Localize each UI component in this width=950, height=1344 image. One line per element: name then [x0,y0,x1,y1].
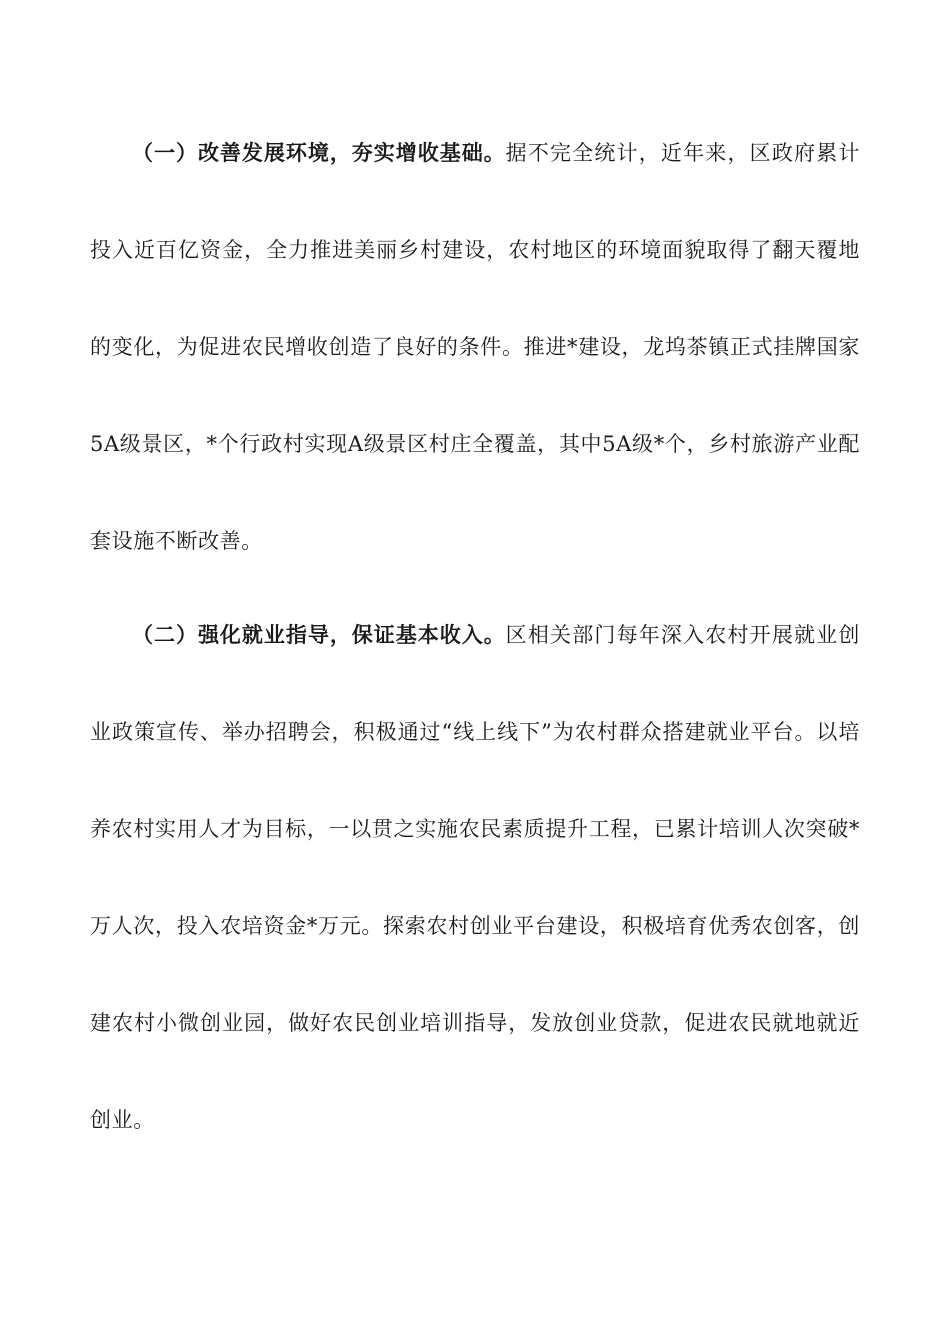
paragraph-1 [90,104,860,590]
paragraph-1-body: 据不完全统计，近年来，区政府累计投入近百亿资金，全力推进美丽乡村建设，农村地区的环境面貌取得了翻天覆地的变化，为促进农民增收创造了良好的条件。推进*建设，龙坞茶镇正式挂牌国家5A级景区，*个行政村实现A级景区村庄全覆盖，其中5A级*个，乡村旅游产业配套设施不断改善。 [90,141,860,553]
paragraph-2-body: 区相关部门每年深入农村开展就业创业政策宣传、举办招聘会，积极通过“线上线下”为农村群众搭建就业平台。以培养农村实用人才为目标，一以贯之实施农民素质提升工程，已累计培训人次突破*万人次，投入农培资金*万元。探索农村创业平台建设，积极培育优秀农创客，创建农村小微创业园，做好农民创业培训指导，发放创业贷款，促进农民就地就近创业。 [90,623,860,1132]
paragraph-2-heading: （二）强化就业指导，保证基本收入。 [132,622,506,647]
paragraph-1-heading: （一）改善发展环境，夯实增收基础。 [132,140,506,165]
paragraph-2 [90,586,860,1169]
